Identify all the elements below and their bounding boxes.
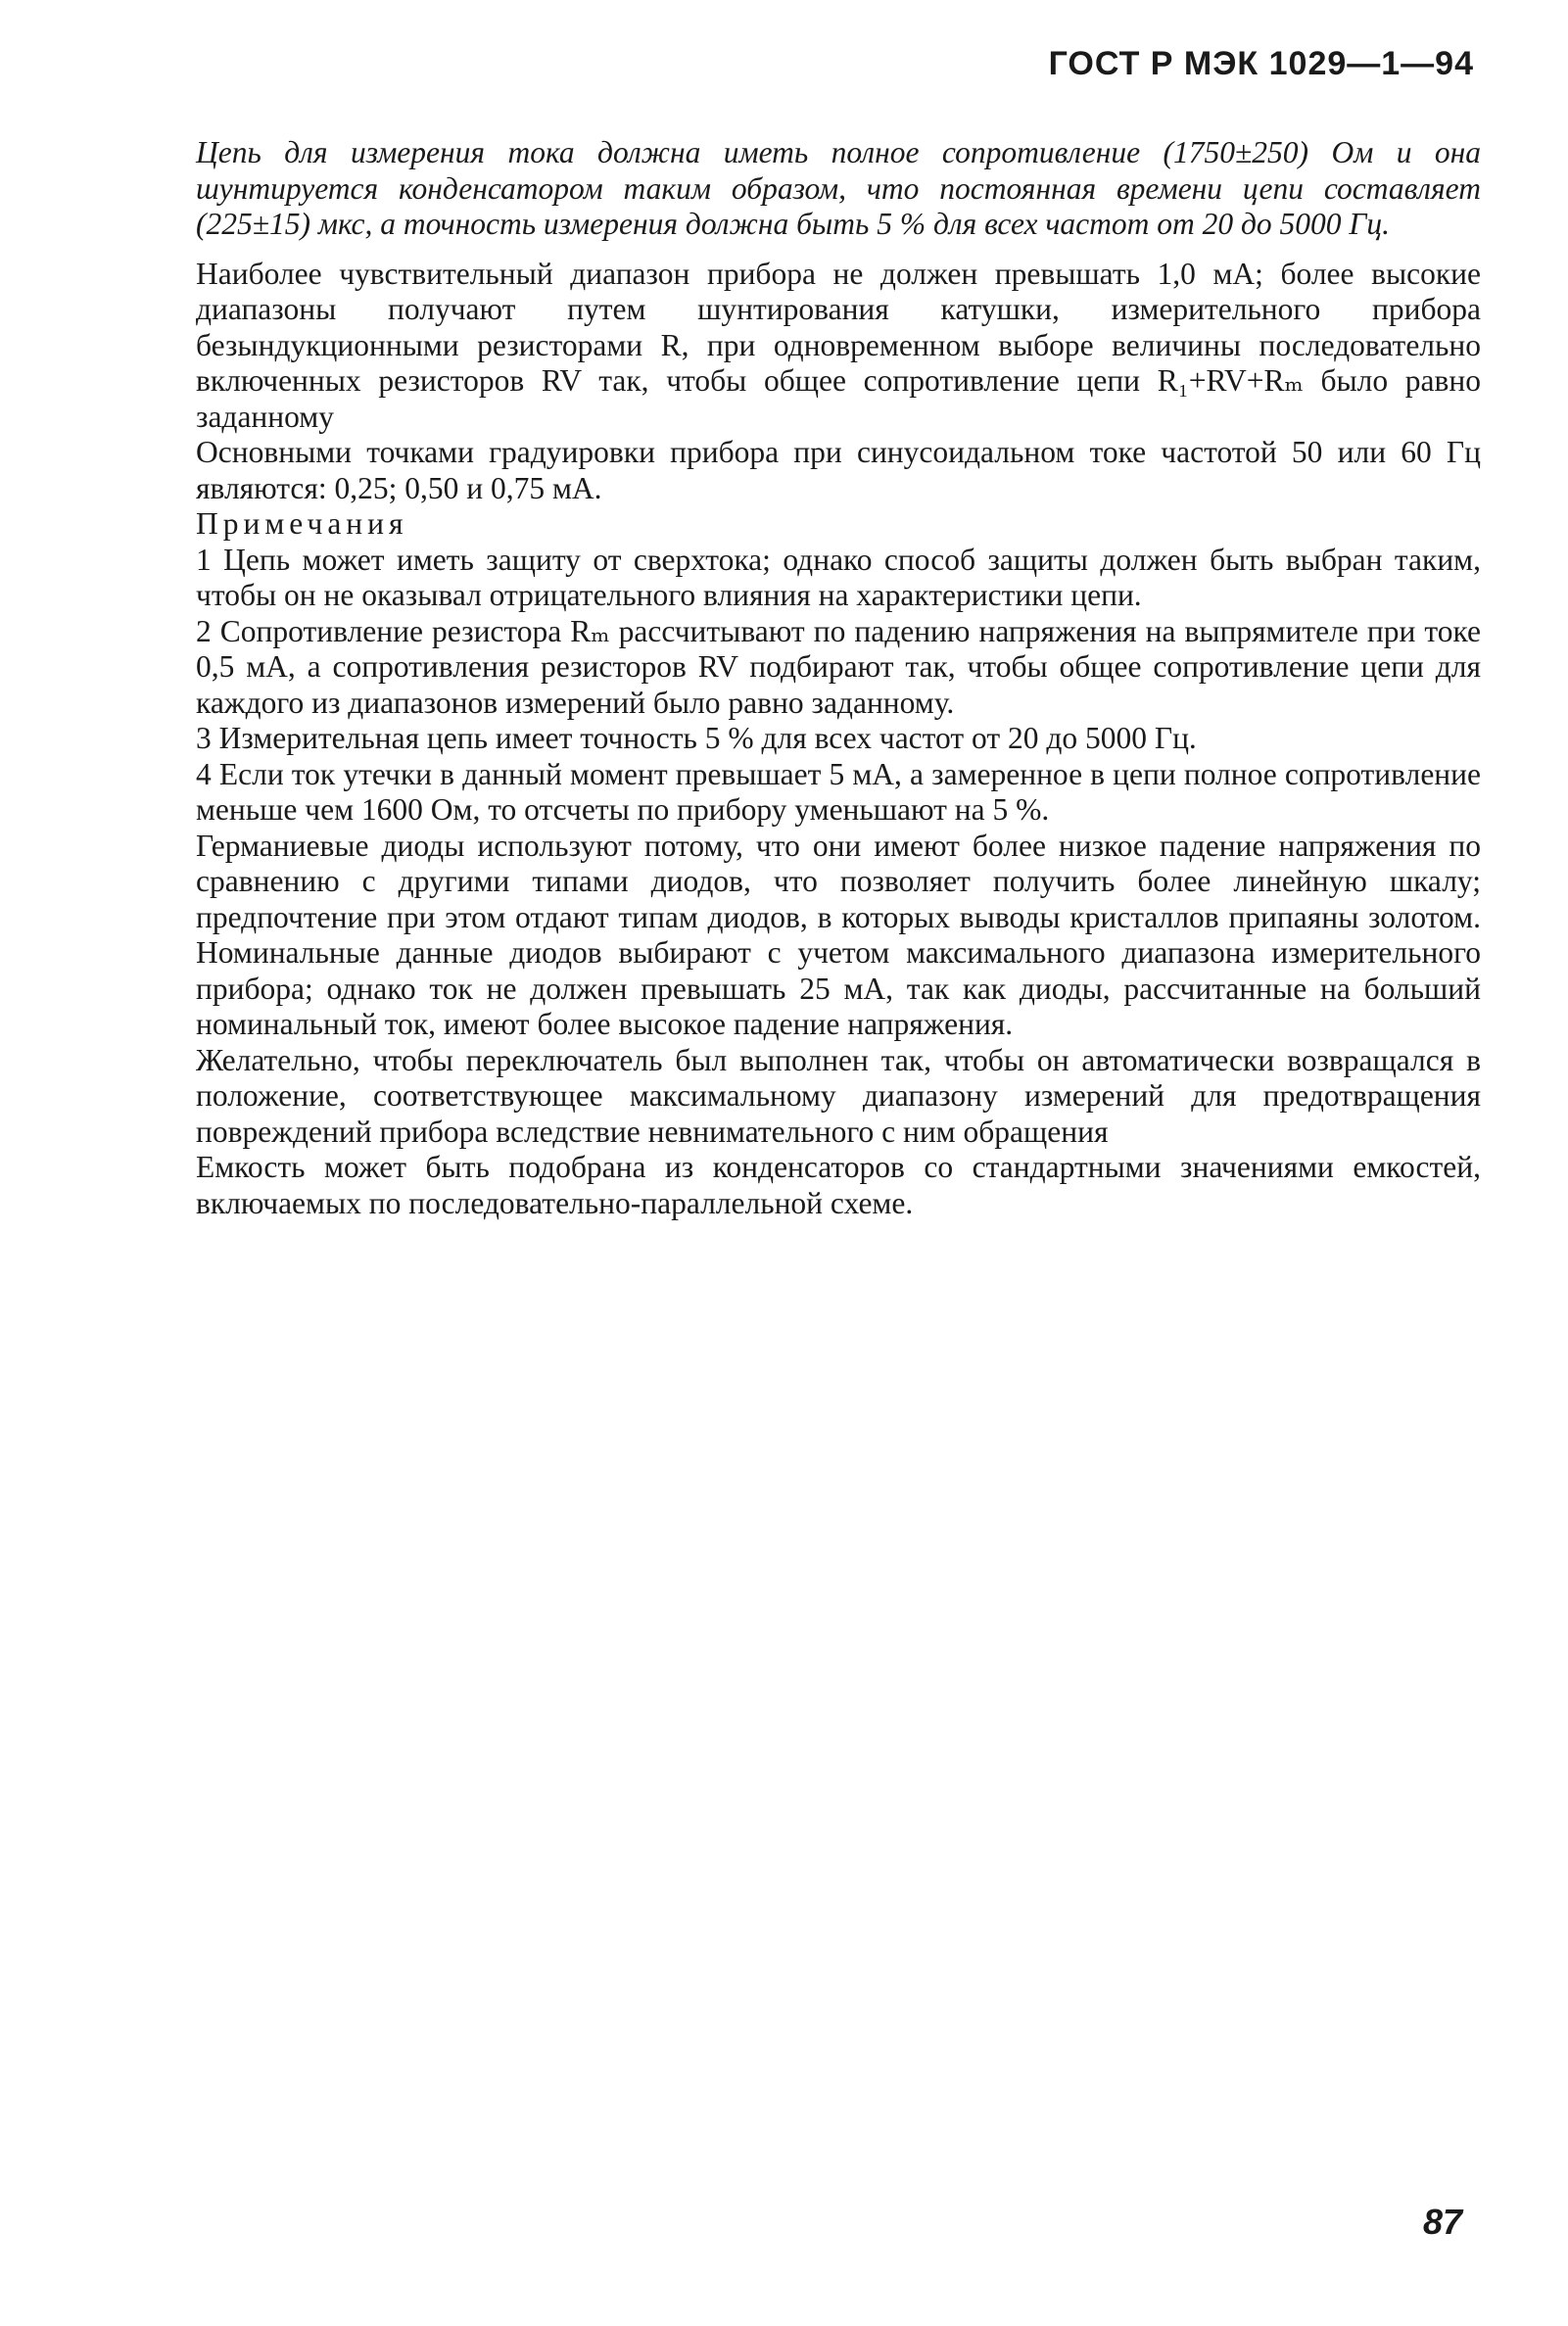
intro-italic-paragraph: Цепь для измерения тока должна иметь полное сопротивление (1750±250) Ом и она шунтируется конденсатором таким образом, что постоянная времени цепи составляет (225±15) мкс, а точность измерения должна быть 5 % для всех частот от 20 до 5000 Гц. [196, 135, 1481, 241]
note-item: 1 Цепь может иметь защиту от сверхтока; однако способ защиты должен быть выбран таким, чтобы он не оказывал отрицательного влияния на характеристики цепи. [196, 542, 1481, 612]
germanium-diodes-paragraph: Германиевые диоды используют потому, что они имеют более низкое падение напряжения по сравнению с другими типами диодов, что позволяет получить более линейную шкалу; предпочтение при этом отдают типам диодов, в которых выводы кристаллов припаяны золотом. Номинальные данные диодов выбирают с учетом максимального диапазона измерительного прибора; однако ток не должен превышать 25 мА, так как диоды, рассчитанные на больший номинальный ток, имеют более высокое падение напряжения. [196, 828, 1481, 1041]
note-item: 3 Измерительная цепь имеет точность 5 % для всех частот от 20 до 5000 Гц. [196, 721, 1197, 755]
page-number: 87 [1422, 2202, 1462, 2242]
switch-paragraph: Желательно, чтобы переключатель был выполнен так, чтобы он автоматически возвращался в положение, соответствующее максимальному диапазону измерений для предотвращения повреждений прибора вследствие невнимательного с ним обращения [196, 1042, 1481, 1149]
sensitive-range-paragraph: Наиболее чувствительный диапазон прибора не должен превышать 1,0 мА; более высокие диапазоны получают путем шунтирования катушки, измерительного прибора безындукционными резисторами R, при одновременном выборе величины последовательно включенных резисторов RV так, чтобы общее сопротивление цепи R₁+RV+Rₘ было равно заданному [196, 256, 1481, 434]
note-item: 2 Сопротивление резистора Rₘ рассчитывают по падению напряжения на выпрямителе при токе 0,5 мА, а сопротивления резисторов RV подбирают так, чтобы общее сопротивление цепи для каждого из диапазонов измерений было равно заданному. [196, 613, 1481, 720]
capacitance-paragraph: Емкость может быть подобрана из конденсаторов со стандартными значениями емкостей, включаемых по последовательно-параллельной схеме. [196, 1150, 1481, 1220]
document-header: ГОСТ Р МЭК 1029—1—94 [1048, 45, 1474, 82]
calibration-points-paragraph: Основными точками градуировки прибора при синусоидальном токе частотой 50 или 60 Гц являются: 0,25; 0,50 и 0,75 мА. [196, 435, 1481, 505]
document-body [196, 135, 1481, 1221]
note-item: 4 Если ток утечки в данный момент превышает 5 мА, а замеренное в цепи полное сопротивление меньше чем 1600 Ом, то отсчеты по прибору уменьшают на 5 %. [196, 756, 1481, 827]
notes-heading: Примечания [196, 506, 408, 541]
